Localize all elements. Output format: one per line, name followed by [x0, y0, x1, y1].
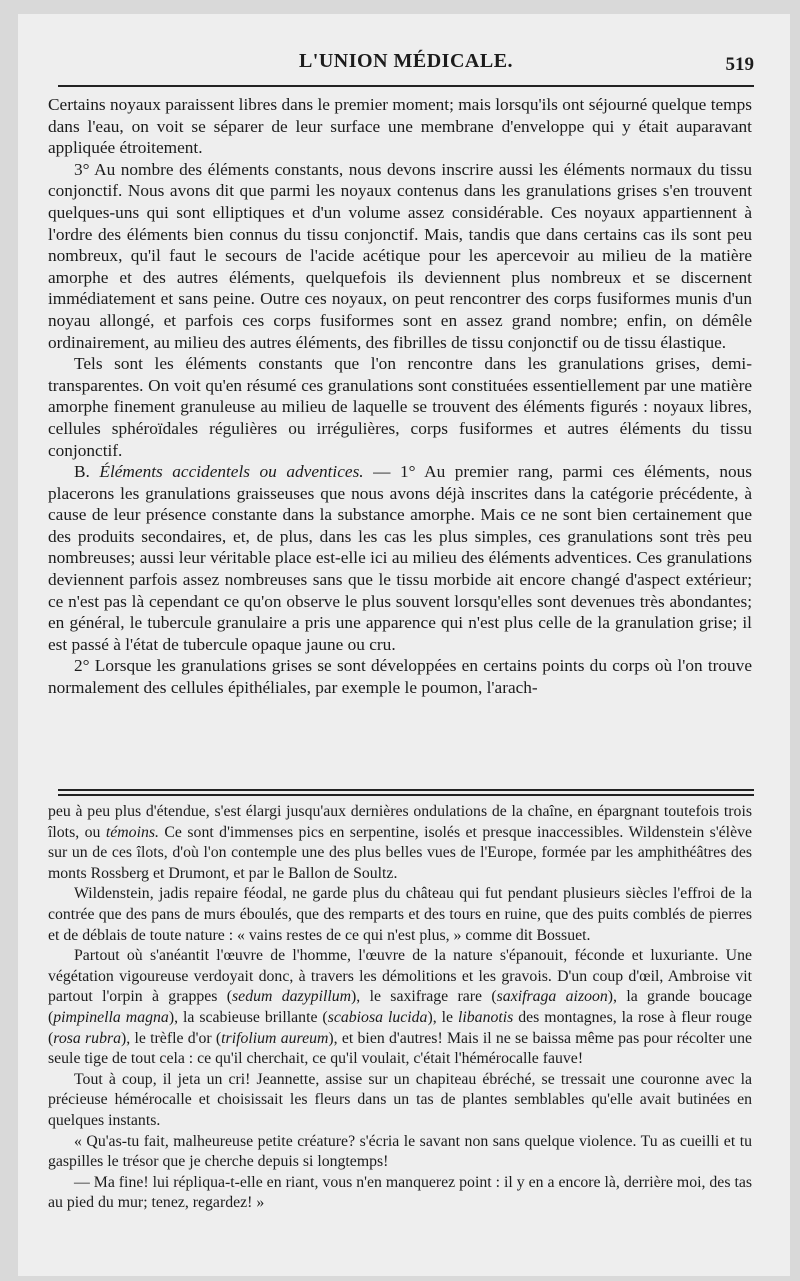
feuilleton-rule: [58, 789, 754, 791]
text-run: ), le: [427, 1008, 458, 1026]
text-run: peu à peu plus d'étendue, s'est élargi jusqu'aux dernières ondulations de la chaîne, en épargnant toutefois trois îlots, ou: [48, 803, 752, 841]
feuilleton-rule: [58, 794, 754, 796]
text-run: Partout où s'anéantit l'œuvre de l'homme, l'œuvre de la nature s'épanouit, féconde et luxuriante. Une végétation vigoureuse verdoyait donc, à travers les démolitions et les gravois. D'un coup d'œil, Ambroise vit partout l'orpin à grappes (: [48, 947, 752, 1006]
paragraph: [48, 802, 752, 884]
text-run: ), la scabieuse brillante (: [168, 1008, 328, 1026]
latin-name: pimpinella magna: [53, 1008, 169, 1026]
text-run: ), le saxifrage rare (: [351, 988, 497, 1006]
section-heading: Éléments accidentels ou adventices.: [99, 462, 364, 482]
feuilleton: [48, 802, 752, 1214]
latin-name: scabiosa lucida: [327, 1008, 428, 1026]
paragraph: Wildenstein, jadis repaire féodal, ne garde plus du château qui fut pendant plusieurs siècles l'effroi de la contrée que des pans de murs éboulés, que des remparts et des tours en ruine, que des puits comblés de pierres et de déblais de toute nature : « vains restes de ce qui n'est plus, » comme dit Bossuet.: [48, 885, 752, 944]
text-run: ), la grande boucage (: [48, 988, 752, 1026]
latin-name: libanotis: [458, 1008, 514, 1026]
text-run: ), et bien d'autres! Mais il ne se baissa même pas pour récolter une seule tige de tout cela : ce qu'il cherchait, ce qu'il voulait, c'était l'hémérocalle fauve!: [48, 1029, 752, 1068]
header-rule: [58, 85, 754, 87]
page-number: 519: [725, 54, 754, 75]
paragraph: Certains noyaux paraissent libres dans le premier moment; mais lorsqu'ils ont séjourné quelque temps dans l'eau, on voit se séparer de leur surface une membrane d'enveloppe qui y était auparavant appliquée étroitement.: [48, 95, 752, 158]
page: [18, 14, 790, 1276]
paragraph: Tels sont les éléments constants que l'on rencontre dans les granulations grises, demi-transparentes. On voit qu'en résumé ces granulations sont constituées essentiellement par une matière amorphe finement granuleuse au milieu de laquelle se trouvent des éléments figurés : noyaux libres, cellules sphéroïdales régulières ou irrégulières, corps fusiformes et autres éléments du tissu conjonctif.: [48, 354, 752, 460]
text-run: ), le trèfle d'or (: [121, 1029, 222, 1047]
text-run: des montagnes, la rose à fleur rouge (: [48, 1008, 752, 1047]
paragraph: 3° Au nombre des éléments constants, nous devons inscrire aussi les éléments normaux du tissu conjonctif. Nous avons dit que parmi les noyaux contenus dans les granulations grises s'en trouvent quelques-uns qui sont elliptiques et d'un volume assez considérable. Ces noyaux appartiennent à l'ordre des éléments bien connus du tissu conjonctif. Mais, tandis que dans certains cas ils sont peu nombreux, qu'il faut le secours de l'acide acétique pour les apercevoir au milieu de la matière amorphe et des autres éléments, quelquefois ils deviennent plus nombreux et se discernent immédiatement et sans peine. Outre ces noyaux, on peut rencontrer des corps fusiformes munis d'un noyau allongé, et parfois ces corps fusiformes sont en assez grand nombre; enfin, on démêle ordinairement, au milieu des autres éléments, des fibrilles de tissu conjonctif ou de tissu élastique.: [48, 159, 752, 352]
latin-name: rosa rubra: [53, 1029, 122, 1047]
paragraph: [48, 461, 752, 655]
text-run: B.: [74, 462, 100, 482]
latin-name: saxifraga aizoon: [496, 988, 608, 1006]
paragraph: 2° Lorsque les granulations grises se sont développées en certains points du corps où l'on trouve normalement des cellules épithéliales, par exemple le poumon, l'arach-: [48, 656, 752, 698]
paragraph: Tout à coup, il jeta un cri! Jeannette, assise sur un chapiteau ébréché, se tressait une couronne avec la précieuse hémérocalle et choisissait les fleurs dans un tas de plantes semblables qu'elle avait butinées en quelques instants.: [48, 1070, 752, 1129]
running-title: L'UNION MÉDICALE.: [298, 50, 514, 72]
paragraph: — Ma fine! lui répliqua-t-elle en riant, vous n'en manquerez point : il y en a encore là, derrière moi, des tas au pied du mur; tenez, regardez! »: [48, 1173, 752, 1212]
italic-term: témoins.: [105, 823, 159, 841]
paragraph: [48, 946, 752, 1070]
text-run: — 1° Au premier rang, parmi ces éléments, nous placerons les granulations graisseuses que nous avons déjà inscrites dans la catégorie précédente, à cause de leur présence constante dans la substance amorphe. Mais ce ne sont bien certainement que des produits secondaires, et, de plus, dans les cas les plus simples, ces granulations sont très peu nombreuses; aussi leur véritable place est-elle ici au milieu des éléments adventices. Ces granulations deviennent parfois assez nombreuses sans que le tissu morbide ait encore changé d'aspect extérieur; ce n'est pas là cependant ce qu'on observe le plus souvent lorsqu'elles sont devenues très abondantes; en général, le tubercule granulaire a pris une apparence qui n'est plus celle de la granulation grise; il est passé à l'état de tubercule opaque jaune ou cru.: [48, 462, 752, 654]
latin-name: sedum dazypillum: [232, 988, 352, 1006]
main-article: [48, 94, 752, 699]
running-header: [58, 50, 754, 80]
text-run: Ce sont d'immenses pics en serpentine, isolés et presque inaccessibles. Wildenstein s'élève sur un de ces îlots, d'où l'on contemple une des plus belles vues de l'Europe, formée par les amphithéâtres des monts Rossberg et Drumont, et par le Ballon de Soultz.: [48, 823, 752, 882]
paragraph: « Qu'as-tu fait, malheureuse petite créature? s'écria le savant non sans quelque violence. Tu as cueilli et tu gaspilles le trésor que je cherche depuis si longtemps!: [48, 1132, 752, 1171]
latin-name: trifolium aureum: [221, 1029, 329, 1047]
